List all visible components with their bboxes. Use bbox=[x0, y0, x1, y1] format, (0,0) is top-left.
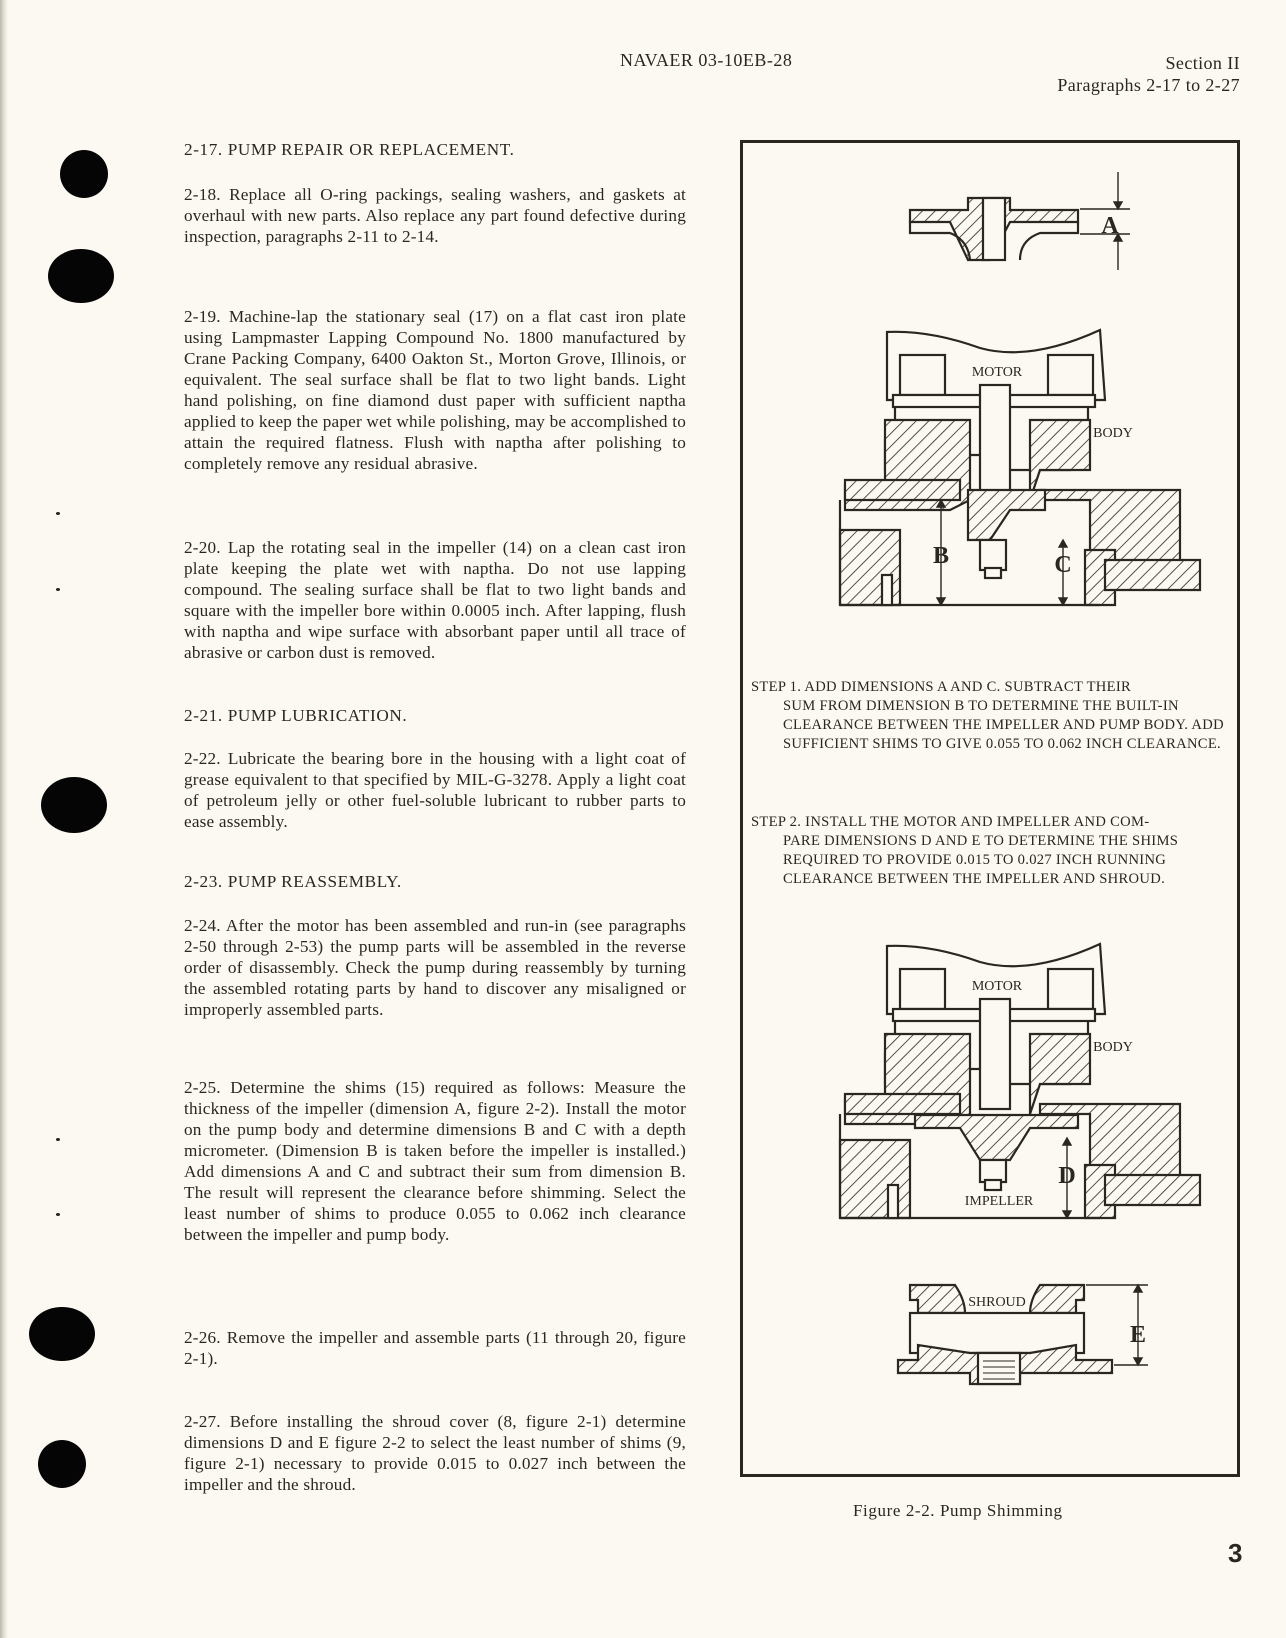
label-body-1: BODY bbox=[1093, 426, 1133, 441]
label-dim-c: C bbox=[1054, 552, 1072, 578]
paragraph-2-22: 2-22. Lubricate the bearing bore in the housing with a light coat of grease equivalent to that specified by MIL-G-3278. Apply a light coat of petroleum jelly or other fuel-soluble lubricant to rubber parts to ease assembly. bbox=[184, 749, 686, 831]
section-label: Section II bbox=[1165, 53, 1240, 73]
label-body-2: BODY bbox=[1093, 1040, 1133, 1055]
label-motor-2: MOTOR bbox=[971, 979, 1023, 994]
step-1-first-line: STEP 1. ADD DIMENSIONS A AND C. SUBTRACT THEIR bbox=[751, 679, 1132, 695]
figure-caption: Figure 2-2. Pump Shimming bbox=[853, 1501, 1063, 1520]
label-dim-e: E bbox=[1129, 1322, 1147, 1348]
paragraph-2-20: 2-20. Lap the rotating seal in the impeller (14) on a clean cast iron plate keeping the plate wet with naptha. Do not use lapping compound. The sealing surface shall be flat to two light bands and square with the impeller bore within 0.0005 inch. After lapping, flush with naptha and wipe surface with absorbant paper until all trace of abrasive or carbon dust is removed. bbox=[184, 538, 686, 662]
step-1-instructions bbox=[751, 678, 1241, 754]
impeller-drawing bbox=[910, 198, 1078, 260]
label-dim-d: D bbox=[1058, 1163, 1076, 1189]
label-motor-1: MOTOR bbox=[971, 365, 1023, 380]
paragraph-range: Paragraphs 2-17 to 2-27 bbox=[1057, 75, 1240, 95]
paragraph-2-18: 2-18. Replace all O-ring packings, sealing washers, and gaskets at overhaul with new parts. Also replace any part found defective during inspection, paragraphs 2-11 to 2-14. bbox=[184, 185, 686, 246]
label-dim-b: B bbox=[932, 543, 950, 569]
page-number: 3 bbox=[1228, 1538, 1243, 1568]
label-dim-a: A bbox=[1101, 213, 1119, 239]
paragraph-2-24: 2-24. After the motor has been assembled and run-in (see paragraphs 2-50 through 2-53) the pump parts will be assembled in the reverse order of disassembly. Check the pump during reassembly by turning the assembled rotating parts by hand to discover any misaligned or improperly assembled parts. bbox=[184, 916, 686, 1019]
step-1-body: SUM FROM DIMENSION B TO DETERMINE THE BUILT-IN CLEARANCE BETWEEN THE IMPELLER AND PUMP BODY. ADD SUFFICIENT SHIMS TO GIVE 0.055 TO 0.062 INCH CLEARANCE. bbox=[783, 698, 1224, 752]
paragraph-2-19: 2-19. Machine-lap the stationary seal (17) on a flat cast iron plate using Lampmaster Lapping Compound No. 1800 manufactured by Crane Packing Company, 6400 Oakton St., Morton Grove, Illinois, or equivalent. The seal surface shall be flat to two light bands. Light hand polishing, on fine diamond dust paper with sufficient naptha applied to keep the paper wet while polishing, may be accomplished to attain the required flatness. Flush with naptha after polishing to completely remove any residual abrasive. bbox=[184, 307, 686, 473]
label-shroud: SHROUD bbox=[968, 1295, 1026, 1310]
paragraph-2-25: 2-25. Determine the shims (15) required as follows: Measure the thickness of the impeller (dimension A, figure 2-2). Install the motor on the pump body and determine dimensions B and C with a depth micrometer. (Dimension B is taken before the impeller is installed.) Add dimensions A and C and subtract their sum from dimension B. The result will represent the clearance before shimming. Select the least number of shims to produce 0.055 to 0.062 inch clearance between the impeller and pump body. bbox=[184, 1078, 686, 1244]
paragraph-2-27: 2-27. Before installing the shroud cover (8, figure 2-1) determine dimensions D and E figure 2-2 to select the least number of shims (9, figure 2-1) necessary to provide 0.015 to 0.027 inch between the impeller and the shroud. bbox=[184, 1412, 686, 1494]
step-2-first-line: STEP 2. INSTALL THE MOTOR AND IMPELLER AND COM- bbox=[751, 814, 1150, 830]
step-2-instructions bbox=[751, 813, 1241, 889]
paragraph-2-26: 2-26. Remove the impeller and assemble parts (11 through 20, figure 2-1). bbox=[184, 1328, 686, 1368]
label-impeller: IMPELLER bbox=[964, 1194, 1034, 1209]
step-2-body: PARE DIMENSIONS D AND E TO DETERMINE THE SHIMS REQUIRED TO PROVIDE 0.015 TO 0.027 INCH RUNNING CLEARANCE BETWEEN THE IMPELLER AND SHROUD. bbox=[783, 833, 1179, 887]
heading-2-23: 2-23. PUMP REASSEMBLY. bbox=[184, 872, 402, 891]
heading-2-21: 2-21. PUMP LUBRICATION. bbox=[184, 706, 408, 725]
document-number: NAVAER 03-10EB-28 bbox=[620, 50, 793, 70]
heading-2-17: 2-17. PUMP REPAIR OR REPLACEMENT. bbox=[184, 140, 515, 159]
